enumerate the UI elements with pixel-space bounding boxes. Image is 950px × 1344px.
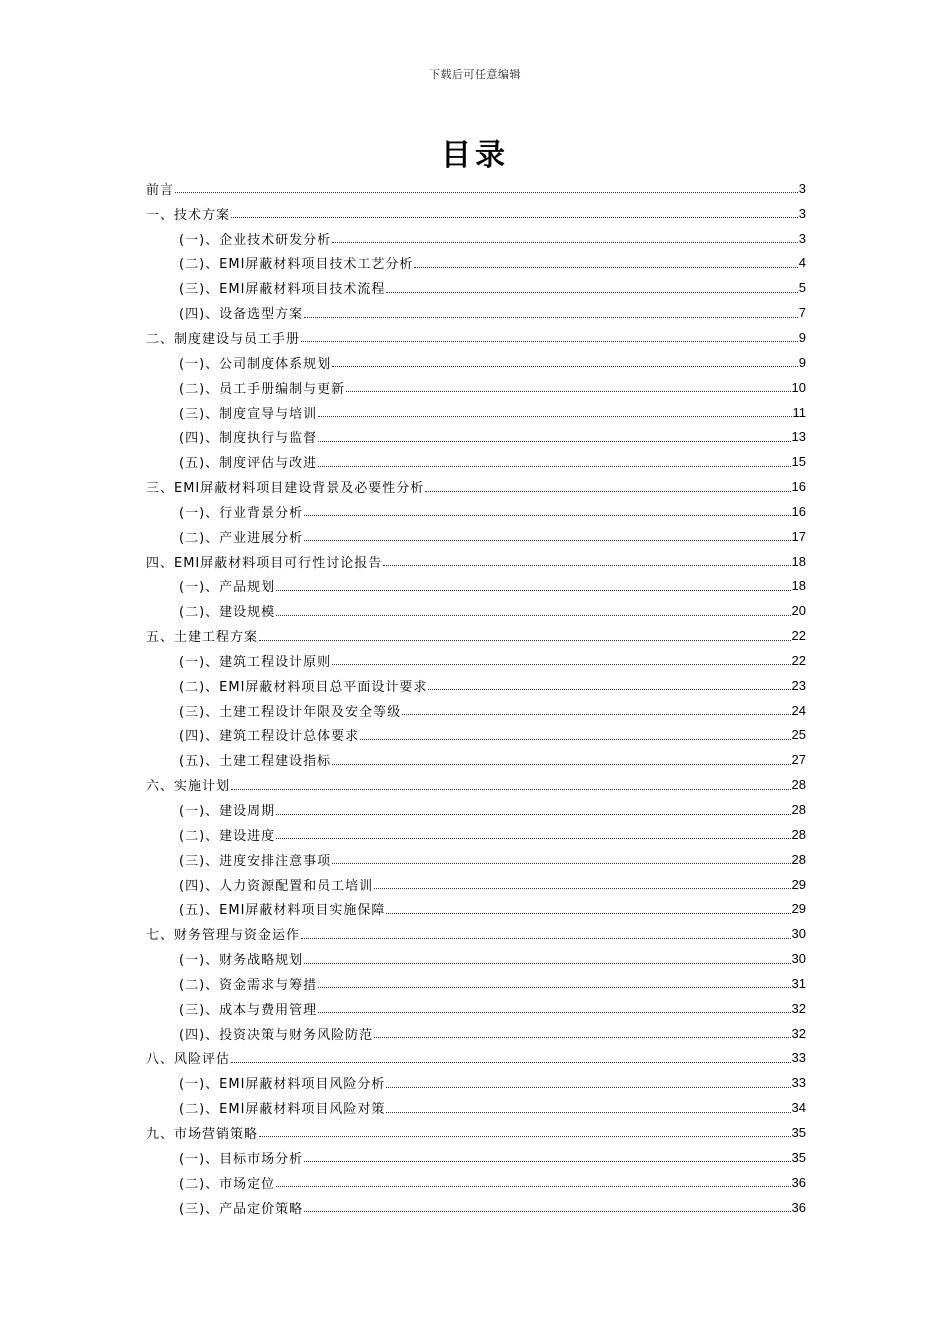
toc-entry-title: 二、制度建设与员工手册	[146, 331, 301, 347]
toc-page-number: 25	[791, 727, 806, 743]
toc-section-entry[interactable]	[146, 499, 806, 524]
toc-chapter-entry[interactable]	[146, 772, 806, 797]
toc-page-number: 28	[791, 777, 806, 793]
toc-section-entry[interactable]	[146, 797, 806, 822]
toc-dot-leader	[402, 713, 790, 715]
toc-entry-title: 前言	[146, 182, 175, 198]
toc-page-number: 31	[791, 975, 806, 991]
toc-page-number: 3	[798, 205, 806, 221]
toc-dot-leader	[386, 1086, 790, 1088]
toc-section-entry[interactable]	[146, 251, 806, 276]
toc-page-number: 13	[791, 429, 806, 445]
toc-page-number: 22	[791, 628, 806, 644]
toc-entry-title: (三)、成本与费用管理	[179, 1002, 318, 1018]
toc-entry-title: (四)、人力资源配置和员工培训	[179, 878, 374, 894]
toc-entry-title: (三)、EMI屏蔽材料项目技术流程	[179, 282, 386, 298]
toc-entry-title: (一)、目标市场分析	[179, 1151, 304, 1167]
toc-page-number: 3	[798, 180, 806, 196]
toc-dot-leader	[276, 614, 790, 616]
toc-page-number: 36	[791, 1174, 806, 1190]
toc-dot-leader	[374, 1036, 790, 1038]
toc-entry-title: (二)、EMI屏蔽材料项目风险对策	[179, 1102, 386, 1118]
toc-section-entry[interactable]	[146, 648, 806, 673]
toc-section-entry[interactable]	[146, 896, 806, 921]
toc-dot-leader	[304, 962, 790, 964]
toc-page-number: 9	[798, 329, 806, 345]
toc-section-entry[interactable]	[146, 524, 806, 549]
toc-dot-leader	[304, 539, 790, 541]
toc-chapter-entry[interactable]	[146, 1046, 806, 1071]
toc-dot-leader	[231, 216, 798, 218]
toc-entry-title: (一)、建筑工程设计原则	[179, 654, 332, 670]
toc-entry-title: (二)、市场定位	[179, 1176, 276, 1192]
toc-entry-title: (一)、产品规划	[179, 580, 276, 596]
toc-entry-title: (四)、设备选型方案	[179, 307, 304, 323]
toc-entry-title: (四)、制度执行与监督	[179, 431, 318, 447]
toc-dot-leader	[231, 1061, 791, 1063]
toc-dot-leader	[231, 788, 791, 790]
table-of-contents	[146, 176, 806, 1219]
toc-page-number: 10	[791, 379, 806, 395]
toc-page-number: 16	[791, 479, 806, 495]
toc-chapter-entry[interactable]	[146, 176, 806, 201]
toc-entry-title: 八、风险评估	[146, 1052, 231, 1068]
toc-page-number: 28	[791, 826, 806, 842]
toc-dot-leader	[301, 937, 791, 939]
toc-section-entry[interactable]	[146, 673, 806, 698]
toc-dot-leader	[383, 564, 790, 566]
toc-section-entry[interactable]	[146, 946, 806, 971]
toc-entry-title: (一)、财务战略规划	[179, 953, 304, 969]
toc-dot-leader	[276, 837, 790, 839]
toc-dot-leader	[318, 415, 791, 417]
toc-page-number: 7	[798, 305, 806, 321]
toc-entry-title: 七、财务管理与资金运作	[146, 928, 301, 944]
toc-dot-leader	[304, 1160, 790, 1162]
toc-page-number: 33	[791, 1050, 806, 1066]
toc-section-entry[interactable]	[146, 1095, 806, 1120]
toc-dot-leader	[346, 390, 790, 392]
toc-dot-leader	[318, 986, 790, 988]
toc-entry-title: 四、EMI屏蔽材料项目可行性讨论报告	[146, 555, 383, 571]
toc-section-entry[interactable]	[146, 1195, 806, 1220]
toc-entry-title: (五)、制度评估与改进	[179, 456, 318, 472]
toc-dot-leader	[304, 1210, 790, 1212]
toc-page-number: 16	[791, 503, 806, 519]
toc-entry-title: (一)、公司制度体系规划	[179, 356, 332, 372]
toc-entry-title: (二)、产业进展分析	[179, 530, 304, 546]
toc-entry-title: 一、技术方案	[146, 207, 231, 223]
page-title: 目录	[441, 138, 509, 173]
toc-page-number: 36	[791, 1199, 806, 1215]
toc-dot-leader	[332, 365, 798, 367]
toc-section-entry[interactable]	[146, 275, 806, 300]
toc-dot-leader	[259, 1135, 791, 1137]
toc-page-number: 22	[791, 652, 806, 668]
toc-section-entry[interactable]	[146, 996, 806, 1021]
page-header-note: 下载后可任意编辑	[429, 68, 521, 81]
toc-dot-leader	[318, 440, 790, 442]
toc-entry-title: (一)、EMI屏蔽材料项目风险分析	[179, 1077, 386, 1093]
toc-page-number: 30	[791, 926, 806, 942]
toc-dot-leader	[259, 639, 791, 641]
toc-dot-leader	[386, 291, 797, 293]
toc-section-entry[interactable]	[146, 747, 806, 772]
toc-entry-title: (四)、建筑工程设计总体要求	[179, 729, 360, 745]
toc-section-entry[interactable]	[146, 574, 806, 599]
toc-section-entry[interactable]	[146, 723, 806, 748]
toc-dot-leader	[425, 490, 790, 492]
toc-dot-leader	[276, 813, 790, 815]
toc-entry-title: (三)、土建工程设计年限及安全等级	[179, 704, 402, 720]
toc-page-number: 34	[791, 1100, 806, 1116]
toc-chapter-entry[interactable]	[146, 325, 806, 350]
toc-page-number: 9	[798, 354, 806, 370]
toc-page-number: 11	[792, 404, 806, 420]
toc-dot-leader	[175, 191, 798, 193]
toc-dot-leader	[304, 514, 790, 516]
toc-section-entry[interactable]	[146, 1070, 806, 1095]
toc-section-entry[interactable]	[146, 300, 806, 325]
toc-page-number: 24	[791, 702, 806, 718]
toc-page-number: 28	[791, 851, 806, 867]
toc-entry-title: (一)、行业背景分析	[179, 505, 304, 521]
toc-chapter-entry[interactable]	[146, 1120, 806, 1145]
toc-dot-leader	[332, 862, 790, 864]
toc-page-number: 20	[791, 603, 806, 619]
toc-section-entry[interactable]	[146, 847, 806, 872]
toc-entry-title: (二)、建设进度	[179, 828, 276, 844]
toc-entry-title: (一)、建设周期	[179, 804, 276, 820]
toc-page-number: 32	[791, 1000, 806, 1016]
toc-section-entry[interactable]	[146, 400, 806, 425]
toc-section-entry[interactable]	[146, 1021, 806, 1046]
toc-dot-leader	[301, 340, 798, 342]
toc-chapter-entry[interactable]	[146, 549, 806, 574]
toc-entry-title: (三)、进度安排注意事项	[179, 853, 332, 869]
toc-entry-title: 五、土建工程方案	[146, 630, 259, 646]
toc-dot-leader	[332, 663, 790, 665]
toc-section-entry[interactable]	[146, 424, 806, 449]
toc-section-entry[interactable]	[146, 1170, 806, 1195]
toc-page-number: 29	[791, 876, 806, 892]
toc-entry-title: (四)、投资决策与财务风险防范	[179, 1027, 374, 1043]
toc-section-entry[interactable]	[146, 1145, 806, 1170]
toc-page-number: 4	[798, 255, 806, 271]
toc-page-number: 17	[791, 528, 806, 544]
toc-page-number: 15	[791, 454, 806, 470]
toc-page-number: 28	[791, 802, 806, 818]
toc-page-number: 18	[791, 578, 806, 594]
toc-dot-leader	[318, 1011, 790, 1013]
toc-page-number: 35	[791, 1124, 806, 1140]
toc-chapter-entry[interactable]	[146, 623, 806, 648]
toc-entry-title: (二)、EMI屏蔽材料项目总平面设计要求	[179, 679, 428, 695]
toc-page-number: 33	[791, 1075, 806, 1091]
toc-section-entry[interactable]	[146, 598, 806, 623]
toc-dot-leader	[276, 1185, 790, 1187]
toc-section-entry[interactable]	[146, 872, 806, 897]
toc-dot-leader	[318, 465, 790, 467]
toc-dot-leader	[276, 589, 790, 591]
toc-dot-leader	[332, 241, 798, 243]
toc-dot-leader	[332, 763, 790, 765]
toc-page-number: 32	[791, 1025, 806, 1041]
toc-chapter-entry[interactable]	[146, 921, 806, 946]
toc-dot-leader	[304, 316, 798, 318]
toc-section-entry[interactable]	[146, 698, 806, 723]
toc-entry-title: (五)、EMI屏蔽材料项目实施保障	[179, 903, 386, 919]
toc-dot-leader	[374, 887, 790, 889]
toc-entry-title: (二)、EMI屏蔽材料项目技术工艺分析	[179, 257, 414, 273]
toc-entry-title: 三、EMI屏蔽材料项目建设背景及必要性分析	[146, 481, 425, 497]
toc-page-number: 18	[791, 553, 806, 569]
toc-section-entry[interactable]	[146, 971, 806, 996]
toc-section-entry[interactable]	[146, 375, 806, 400]
toc-entry-title: (二)、资金需求与筹措	[179, 977, 318, 993]
toc-page-number: 3	[798, 230, 806, 246]
toc-section-entry[interactable]	[146, 350, 806, 375]
toc-page-number: 23	[791, 677, 806, 693]
toc-dot-leader	[360, 738, 790, 740]
toc-section-entry[interactable]	[146, 449, 806, 474]
toc-dot-leader	[428, 688, 790, 690]
toc-entry-title: 六、实施计划	[146, 779, 231, 795]
toc-entry-title: (三)、产品定价策略	[179, 1201, 304, 1217]
toc-page-number: 30	[791, 951, 806, 967]
toc-page-number: 35	[791, 1149, 806, 1165]
toc-chapter-entry[interactable]	[146, 201, 806, 226]
toc-entry-title: (三)、制度宣导与培训	[179, 406, 318, 422]
toc-entry-title: 九、市场营销策略	[146, 1126, 259, 1142]
toc-page-number: 29	[791, 901, 806, 917]
toc-entry-title: (二)、建设规模	[179, 605, 276, 621]
toc-section-entry[interactable]	[146, 822, 806, 847]
toc-entry-title: (二)、员工手册编制与更新	[179, 381, 346, 397]
toc-entry-title: (五)、土建工程建设指标	[179, 754, 332, 770]
toc-dot-leader	[414, 266, 797, 268]
toc-chapter-entry[interactable]	[146, 474, 806, 499]
toc-page-number: 5	[798, 280, 806, 296]
toc-page-number: 27	[791, 752, 806, 768]
toc-dot-leader	[386, 1111, 790, 1113]
toc-entry-title: (一)、企业技术研发分析	[179, 232, 332, 248]
toc-dot-leader	[386, 912, 790, 914]
toc-section-entry[interactable]	[146, 226, 806, 251]
